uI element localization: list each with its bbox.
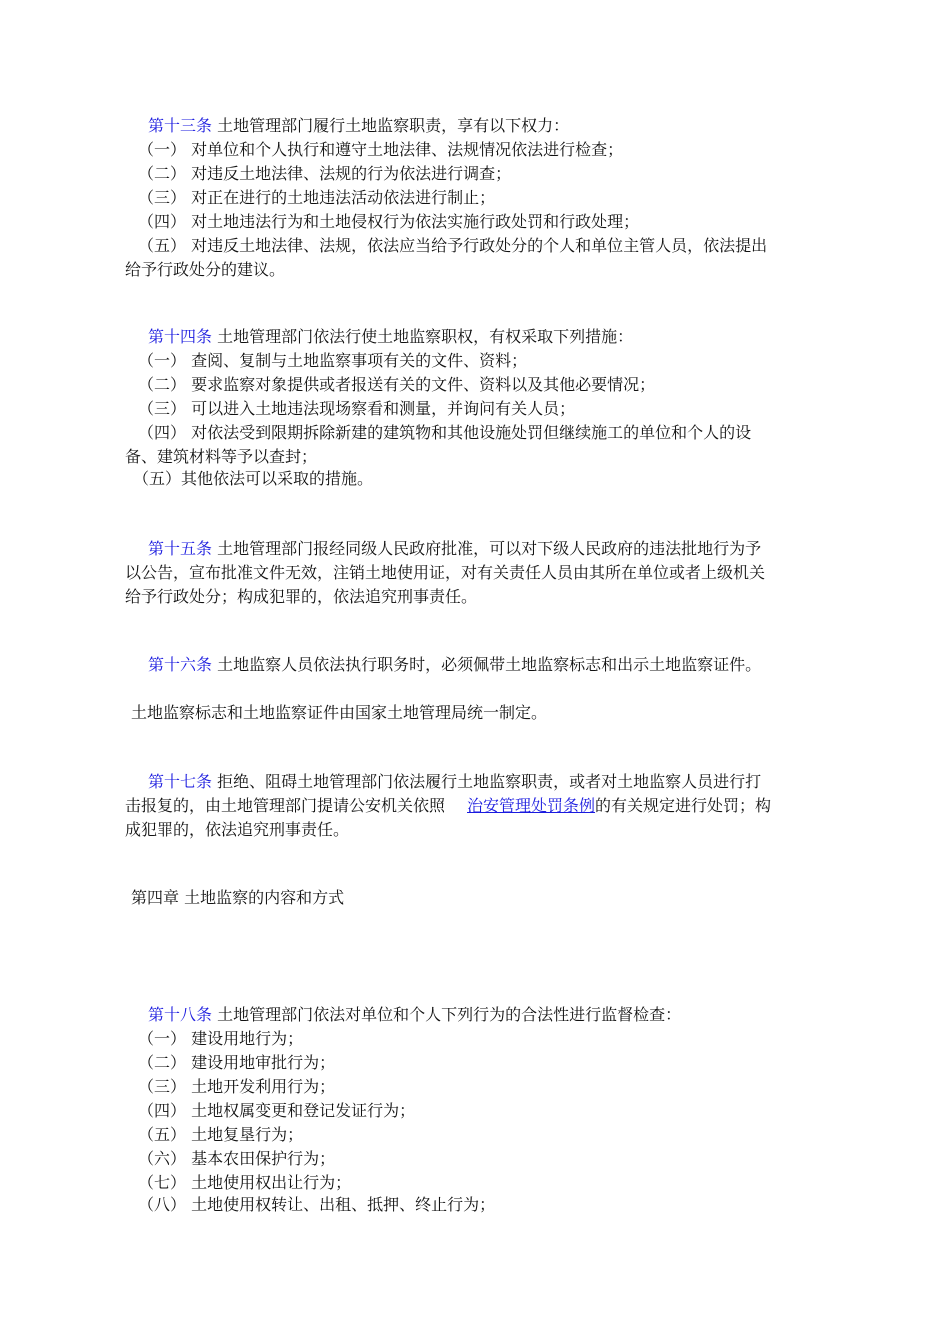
article-18-item: （一） 建设用地行为；: [138, 1029, 304, 1048]
article-18-item: （七） 土地使用权出让行为；: [138, 1173, 352, 1192]
article-14-item: （四） 对依法受到限期拆除新建的建筑物和其他设施处罚但继续施工的单位和个人的设: [138, 423, 752, 442]
article-18-item: （五） 土地复垦行为；: [138, 1125, 304, 1144]
article-13-item: （二） 对违反土地法律、法规的行为依法进行调查；: [138, 164, 512, 183]
article-18-item: （八） 土地使用权转让、出租、抵押、终止行为；: [138, 1195, 496, 1214]
article-13-item: （三） 对正在进行的土地违法活动依法进行制止；: [138, 188, 496, 207]
article-13-item: （四） 对土地违法行为和土地侵权行为依法实施行政处罚和行政处理；: [138, 212, 640, 231]
article-15-title: 第十五条: [148, 539, 213, 558]
article-13-item: 给予行政处分的建议。: [125, 260, 286, 279]
article-14-item: （五）其他依法可以采取的措施。: [133, 469, 374, 488]
article-14-item: （三） 可以进入土地违法现场察看和测量，并询问有关人员；: [138, 399, 576, 418]
article-17-heading: [148, 770, 761, 794]
article-16-title: 第十六条: [148, 655, 213, 674]
article-17-title: 第十七条: [148, 772, 213, 791]
article-15-line: 以公告，宣布批准文件无效，注销土地使用证，对有关责任人员由其所在单位或者上级机关: [125, 563, 766, 582]
article-15-heading: [148, 537, 761, 561]
article-14-item: （一） 查阅、复制与土地监察事项有关的文件、资料；: [138, 351, 528, 370]
article-13-heading: [148, 114, 569, 138]
article-18-item: （三） 土地开发利用行为；: [138, 1077, 336, 1096]
article-14-item: （二） 要求监察对象提供或者报送有关的文件、资料以及其他必要情况；: [138, 375, 656, 394]
article-18-heading: [148, 1003, 681, 1027]
article-13-item: （五） 对违反土地法律、法规，依法应当给予行政处分的个人和单位主管人员，依法提出: [138, 236, 768, 255]
article-18-intro: 土地管理部门依法对单位和个人下列行为的合法性进行监督检查：: [212, 1005, 682, 1024]
article-18-item: （四） 土地权属变更和登记发证行为；: [138, 1101, 416, 1120]
regulation-link[interactable]: 治安管理处罚条例: [467, 796, 596, 815]
article-17-text: 的有关规定进行处罚；构: [595, 796, 772, 815]
article-17-line: 拒绝、阻碍土地管理部门依法履行土地监察职责，或者对土地监察人员进行打: [212, 772, 762, 791]
article-17-text: 击报复的，由土地管理部门提请公安机关依照: [125, 796, 446, 815]
article-15-line: 给予行政处分；构成犯罪的，依法追究刑事责任。: [125, 587, 478, 606]
article-14-intro: 土地管理部门依法行使土地监察职权，有权采取下列措施：: [212, 327, 634, 346]
chapter-heading: 第四章 土地监察的内容和方式: [131, 888, 345, 907]
article-18-title: 第十八条: [148, 1005, 213, 1024]
article-17-line: 成犯罪的，依法追究刑事责任。: [125, 820, 350, 839]
article-15-line: 土地管理部门报经同级人民政府批准，可以对下级人民政府的违法批地行为予: [212, 539, 762, 558]
article-14-item: 备、建筑材料等予以查封；: [125, 447, 318, 466]
article-14-title: 第十四条: [148, 327, 213, 346]
article-16-paragraph: 土地监察标志和土地监察证件由国家土地管理局统一制定。: [131, 703, 548, 722]
article-18-item: （二） 建设用地审批行为；: [138, 1053, 336, 1072]
article-16-line: 土地监察人员依法执行职务时，必须佩带土地监察标志和出示土地监察证件。: [212, 655, 762, 674]
article-18-item: （六） 基本农田保护行为；: [138, 1149, 336, 1168]
article-13-item: （一） 对单位和个人执行和遵守土地法律、法规情况依法进行检查；: [138, 140, 624, 159]
article-17-line-2: [125, 794, 771, 818]
article-16-heading: [148, 653, 761, 677]
article-13-intro: 土地管理部门履行土地监察职责，享有以下权力：: [212, 116, 570, 135]
article-13-title: 第十三条: [148, 116, 213, 135]
article-14-heading: [148, 325, 633, 349]
